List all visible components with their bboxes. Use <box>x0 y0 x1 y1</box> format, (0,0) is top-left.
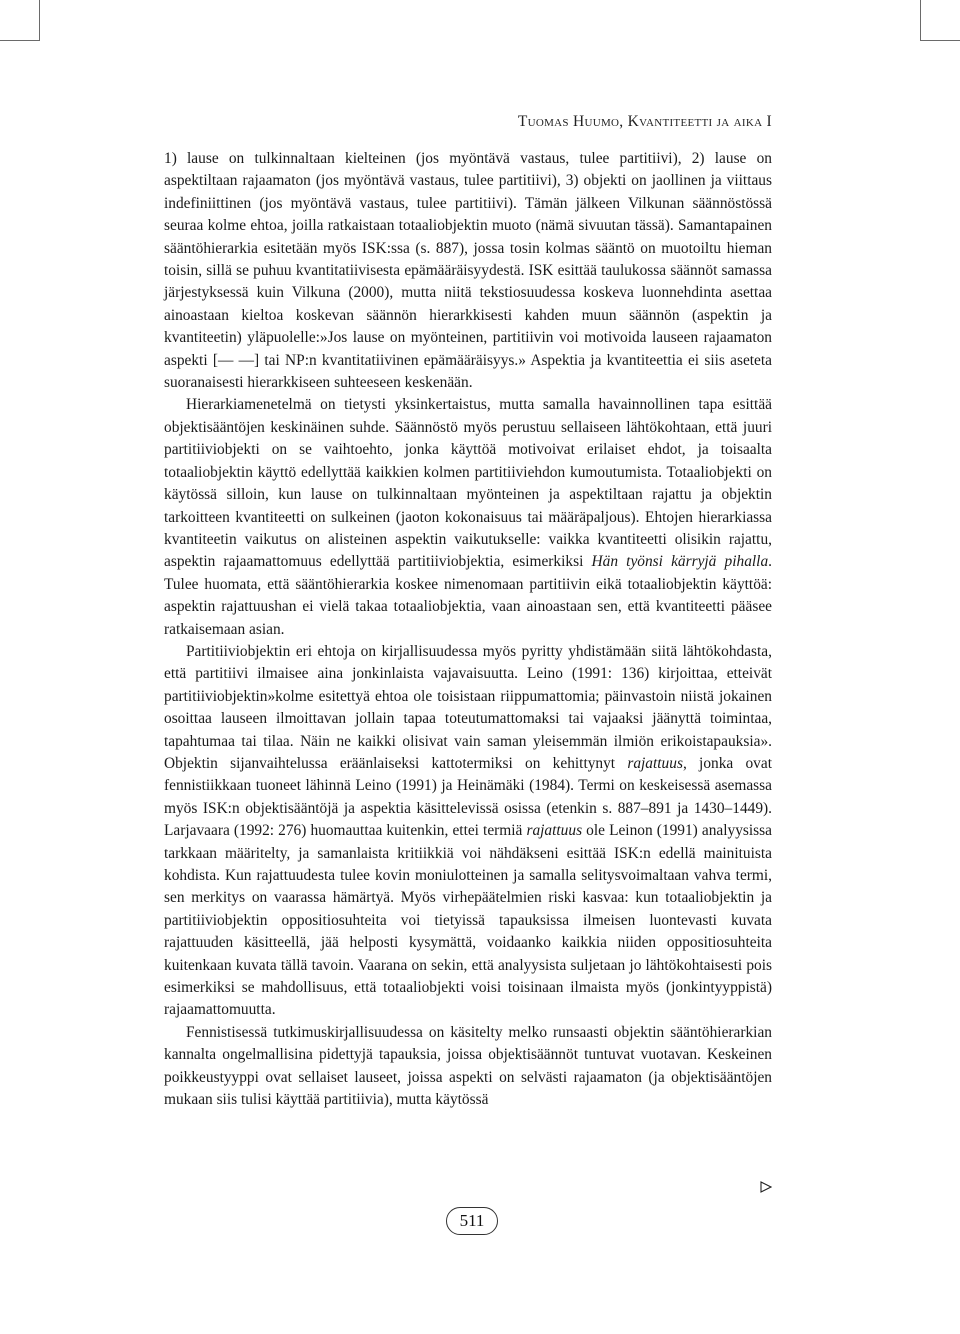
text-run: 1) lause on tulkinnaltaan kielteinen (jos myöntävä vastaus, tulee partitiivi), 2) lause on aspektiltaan rajaamaton (jos myöntävä vastaus, tulee partitiivi), 3) objekti on jaollinen ja viittaus indefiniittinen (jos myöntävä vastaus, tulee partitiivi). Tämän jälkeen Vilkunan säännöstössä seuraa kolme ehtoa, joilla ratkaistaan totaaliobjektin muoto (nämä sivuutan tässä). Samantapainen sääntöhierarkia esitetään myös ISK:ssa (s. 887), jossa tosin kolmas sääntö on muotoiltu hieman toisin, sillä se puhuu kvantitatiivisesta epämääräisyydestä. ISK esittää taulukossa säännöt samassa järjestyksessä kuin Vilkuna (2000), mutta niitä tekstiosuudessa koskeva luonnehdinta asettaa ainoastaan kieltoa koskevan säännön hierarkkisesti kahden muun säännön (aspektin ja kvantiteetin) yläpuolelle:»Jos lause on myönteinen, partitiivin voi motivoida lauseen rajaamaton aspekti [— —] tai NP:n kvantitatiivinen epämääräisyys.» Aspektia ja kvantiteettia ei siis aseteta suoranaisesti hierarkkiseen suhteeseen keskenään. <box>164 150 772 392</box>
text-run: , jonka ovat fennistiikkaan tuoneet lähinnä Leino (1991) ja Heinämäki (1984). Termi on keskeisessä asemassa myös ISK:n objektisääntöjä ja aspektia käsittelevissä osissa (etenkin s. 887–891 ja 1430–1449). Larjavaara (1992: 276) huomauttaa kuitenkin, ettei termiä <box>164 754 772 840</box>
italic-text: rajattuus <box>526 822 583 840</box>
italic-text: rajattuus <box>627 754 683 772</box>
page-number: 511 <box>446 1207 498 1235</box>
paragraph <box>164 148 772 394</box>
running-head: Tuomas Huumo, Kvantiteetti ja aika I <box>517 113 772 130</box>
text-run: . Tulee huomata, että sääntöhierarkia koskee nimenomaan partitiivin eikä totaaliobjektin käyttöä: aspektin rajattuushan ei vielä takaa totaaliobjektia, vaan ainoastaan sen, että kvantiteetti pääsee ratkaisemaan asian. <box>164 553 772 638</box>
italic-text: Hän työnsi kärryjä pihalla <box>591 553 769 571</box>
crop-mark-top-right-vertical <box>920 0 921 40</box>
text-run: Partitiiviobjektin eri ehtoja on kirjallisuudessa myös pyritty yhdistämään siitä lähtökohdasta, että partitiivi ilmaisee aina jonkinlaista vajavaisuutta. Leino (1991: 136) kirjoittaa, etteivät partitiiviobjektin»kolme esitettyä ehtoa ole toisistaan riippumattomia; päinvastoin niistä jokainen osoittaa lauseen ilmoittavan jollain tapaa toteutumattomaksi tai vajaaksi jäänyttä toimintaa, tapahtumaa tai tilaa. Näin ne kaikki olisivat vain saman yleisemmän ilmiön erikoistapauksia». Objektin sijanvaihtelussa eräänlaiseksi kattotermiksi on kehittynyt <box>164 642 772 772</box>
paragraph <box>164 641 772 1022</box>
text-run: ole Leinon (1991) analyysissa tarkkaan määritelty, ja samanlaista kritiikkiä voi nähdäkseni esittää ISK:n edellä mainituista kohdista. Kun rajattuudesta tulee kovin moniulotteinen ja samalla selitysvoimaltaan vahva termi, sen merkitys on vaarassa hämärtyä. Myös virhepäätelmien riski kasvaa: kun totaaliobjektin ja partitiiviobjektin oppositiosuhteita voi tietyissä tapauksissa ilmeisen luontevasti kuvata rajattuuden käsitteellä, jää helposti kysymättä, voidaanko kaikkia niiden oppositiosuhteita kuitenkaan kuvata tällä tavoin. Vaarana on sekin, että analyysista suljetaan jo lähtökohtaisesti pois esimerkiksi se mahdollisuus, että totaaliobjekti voisi toisinaan ilmaista myös (jonkintyyppistä) rajaamattomuutta. <box>164 822 772 1019</box>
crop-mark-top-right-horizontal <box>920 40 960 41</box>
crop-mark-top-left-horizontal <box>0 40 40 41</box>
text-run: Hierarkiamenetelmä on tietysti yksinkertaistus, mutta samalla havainnollinen tapa esittää objektisääntöjen keskinäinen suhde. Säännöstö myös perustuu sellaiseen lähtökohtaan, että juuri partitiiviobjekti on se vaihtoehto, jonka käyttöä motivoivat erilaiset ehdot, ja toisaalta totaaliobjektin käyttö edellyttää kaikkien kolmen partitiiviehdon kumoutumista. Totaaliobjekti on käytössä silloin, kun lause on tulkinnaltaan myönteinen ja aspektiltaan rajattu ja objektin tarkoitteen kvantiteetti on sulkeinen (jaoton kokonaisuus tai määräpaljous). Ehtojen hierarkiassa kvantiteetin vaikutus on alisteinen aspektin vaikutukselle: vaikka kvantiteetti olisikin rajattu, aspektin rajaamattomuus edellyttää partitiiviobjektia, esimerkiksi <box>164 396 772 571</box>
text-run: Fennistisessä tutkimuskirjallisuudessa on käsitelty melko runsaasti objektin sääntöhierarkian kannalta ongelmallisina pidettyjä tapauksia, joissa objektisäännöt tuntuvat vuotavan. Keskeinen poikkeustyyppi ovat sellaiset lauseet, joissa aspekti on selvästi rajaamaton (ja objektisääntöjen mukaan siis tulisi käyttää partitiivia), mutta käytössä <box>164 1023 772 1109</box>
continuation-arrow-icon <box>760 1181 772 1193</box>
body-text <box>164 148 772 1111</box>
crop-mark-top-left-vertical <box>39 0 40 40</box>
paragraph <box>164 1022 772 1112</box>
paragraph <box>164 394 772 640</box>
